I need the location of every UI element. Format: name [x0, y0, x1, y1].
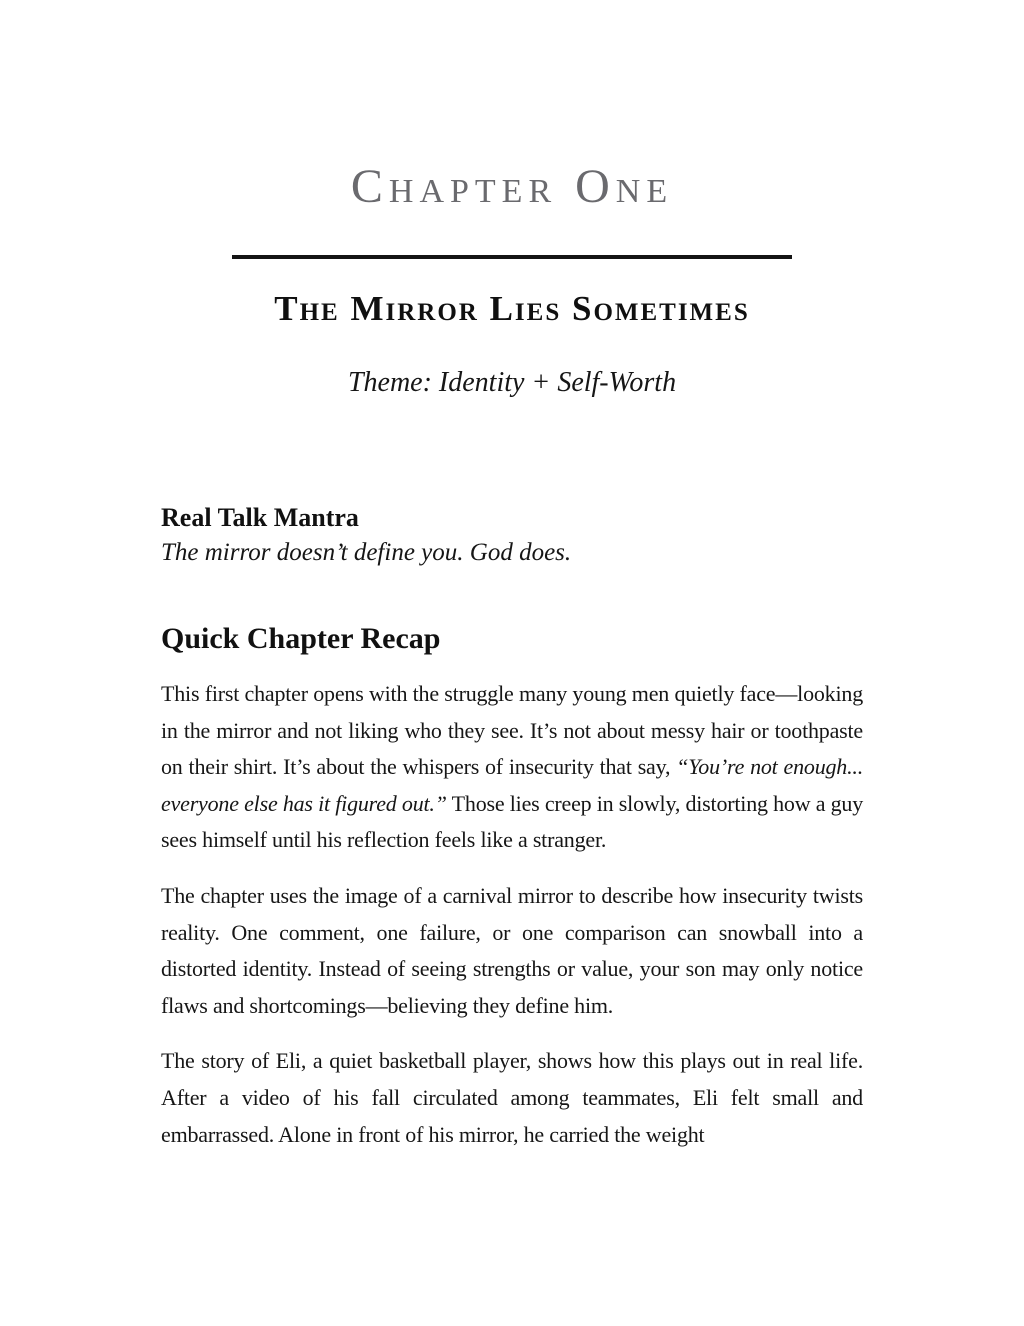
divider-rule	[232, 255, 792, 259]
mantra-section	[161, 501, 863, 570]
recap-heading: Quick Chapter Recap	[161, 622, 441, 655]
mantra-heading: Real Talk Mantra	[161, 503, 359, 532]
mantra-text: The mirror doesn’t define you. God does.	[161, 539, 572, 566]
book-page	[161, 0, 863, 1153]
chapter-title: The Mirror Lies Sometimes	[274, 289, 750, 328]
paragraph-text: This first chapter opens with the struggle many young men quietly face—looking in the mirror and not liking who they see. It’s not about messy hair or toothpaste on their shirt. It’s about the whispers of insecurity that say,	[161, 681, 863, 780]
paragraph-text: Those lies creep in slowly, distorting how a guy sees himself until his reflection feels like a stranger.	[161, 790, 863, 853]
chapter-label: Chapter One	[350, 160, 674, 213]
recap-paragraph-3: The story of Eli, a quiet basketball player, shows how this plays out in real life. After a video of his fall circulated among teammates, Eli felt small and embarrassed. Alone in front of his mirror, he carried the weight	[161, 1048, 863, 1147]
paragraph-inline-quote: “You’re not enough... everyone else has it figured out.”	[161, 754, 863, 816]
recap-paragraph-1	[161, 676, 863, 859]
chapter-theme: Theme: Identity + Self-Worth	[347, 367, 677, 398]
recap-paragraph-2: The chapter uses the image of a carnival mirror to describe how insecurity twists reality. One comment, one failure, or one comparison can snowball into a distorted identity. Instead of seeing strengths or value, your son may only notice flaws and shortcomings—believing they define him.	[161, 882, 863, 1018]
recap-section	[161, 620, 863, 1153]
